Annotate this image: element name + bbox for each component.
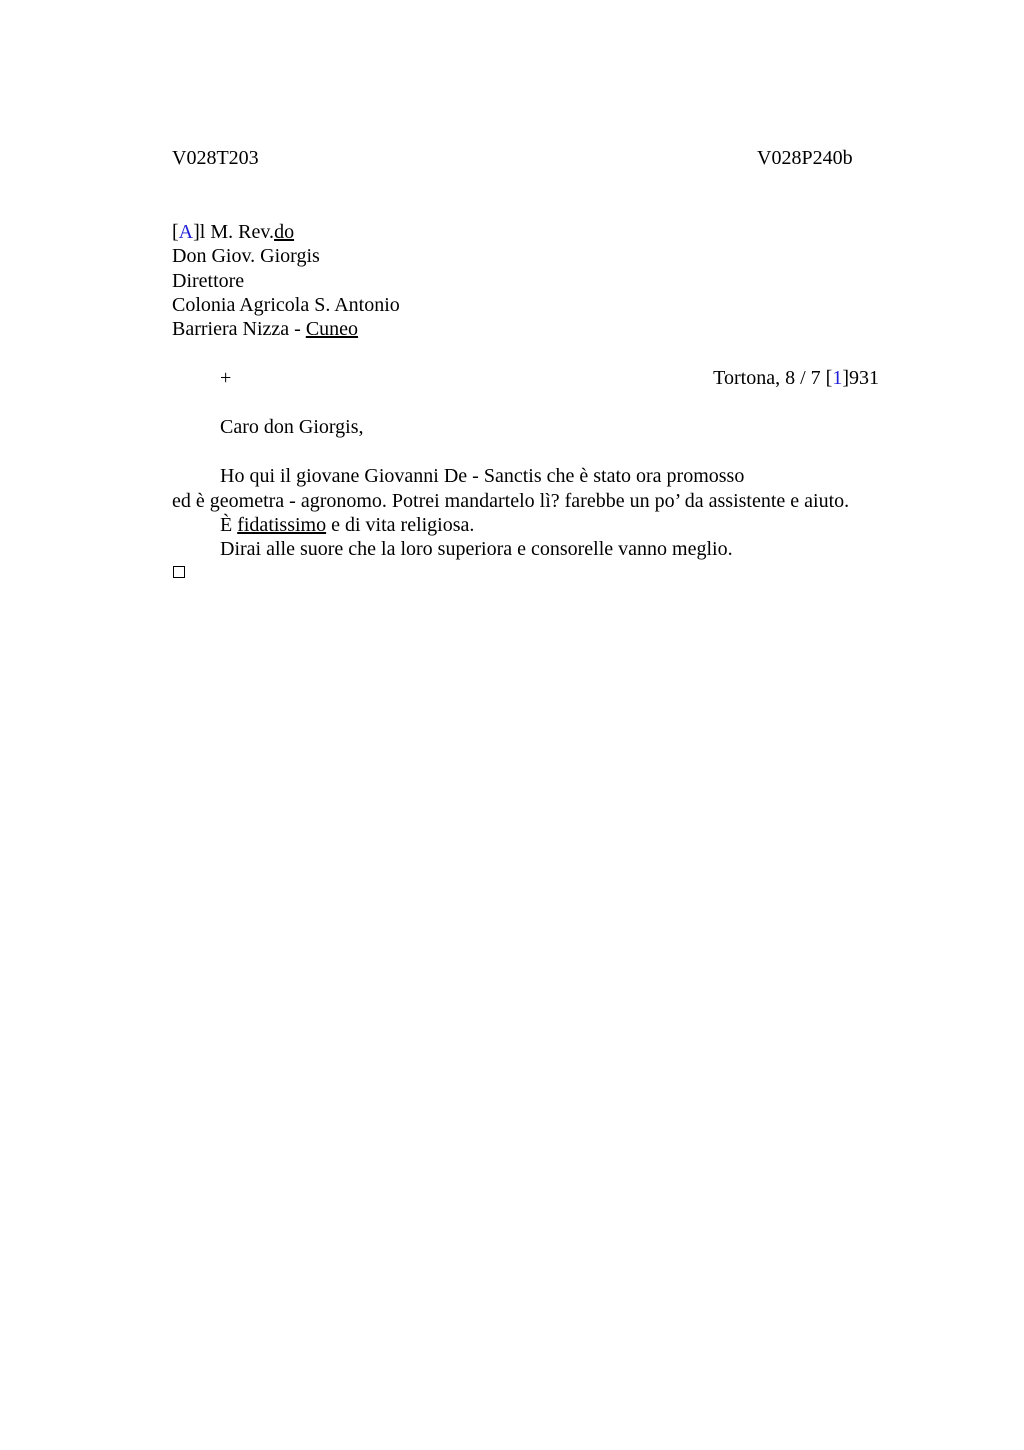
body-paragraph-1-line-1: Ho qui il giovane Giovanni De - Sanctis che è stato ora promosso — [220, 465, 745, 487]
end-of-text-box-icon — [173, 566, 185, 578]
year-rest: 931 — [849, 367, 879, 389]
address-street: Barriera Nizza - — [172, 318, 306, 340]
year-editorial-digit: 1 — [832, 367, 843, 389]
editorial-initial: A — [178, 221, 194, 243]
body-p2-underlined: fidatissimo — [237, 514, 327, 536]
address-city: Cuneo — [305, 318, 359, 340]
salutation: Caro don Giorgis, — [220, 416, 364, 438]
address-line-5 — [172, 317, 358, 341]
document-code-right: V028P240b — [757, 147, 853, 169]
body-p2-end: e di vita religiosa. — [326, 514, 475, 536]
place-date-text: Tortona, 8 / 7 — [713, 367, 826, 389]
body-paragraph-1-line-2: ed è geometra - agronomo. Potrei mandartelo lì? farebbe un po’ da assistente e aiuto. — [172, 490, 850, 512]
address-title-superscript: do — [274, 221, 295, 243]
address-line-1 — [172, 220, 298, 244]
body-p2-start: È — [220, 514, 238, 536]
document-code-left: V028T203 — [172, 147, 259, 169]
cross-symbol: + — [220, 367, 232, 389]
address-line-4: Colonia Agricola S. Antonio — [172, 294, 400, 316]
body-paragraph-2 — [220, 513, 474, 537]
bracket-close: ] — [193, 221, 200, 243]
address-title: l M. Rev. — [199, 221, 275, 243]
bracket-open: [ — [172, 221, 179, 243]
place-date — [713, 366, 879, 390]
body-paragraph-3: Dirai alle suore che la loro superiora e consorelle vanno meglio. — [220, 538, 733, 560]
year-bracket-close: ] — [842, 367, 849, 389]
address-line-3: Direttore — [172, 270, 245, 292]
year-bracket-open: [ — [825, 367, 833, 389]
address-line-2: Don Giov. Giorgis — [172, 245, 320, 267]
